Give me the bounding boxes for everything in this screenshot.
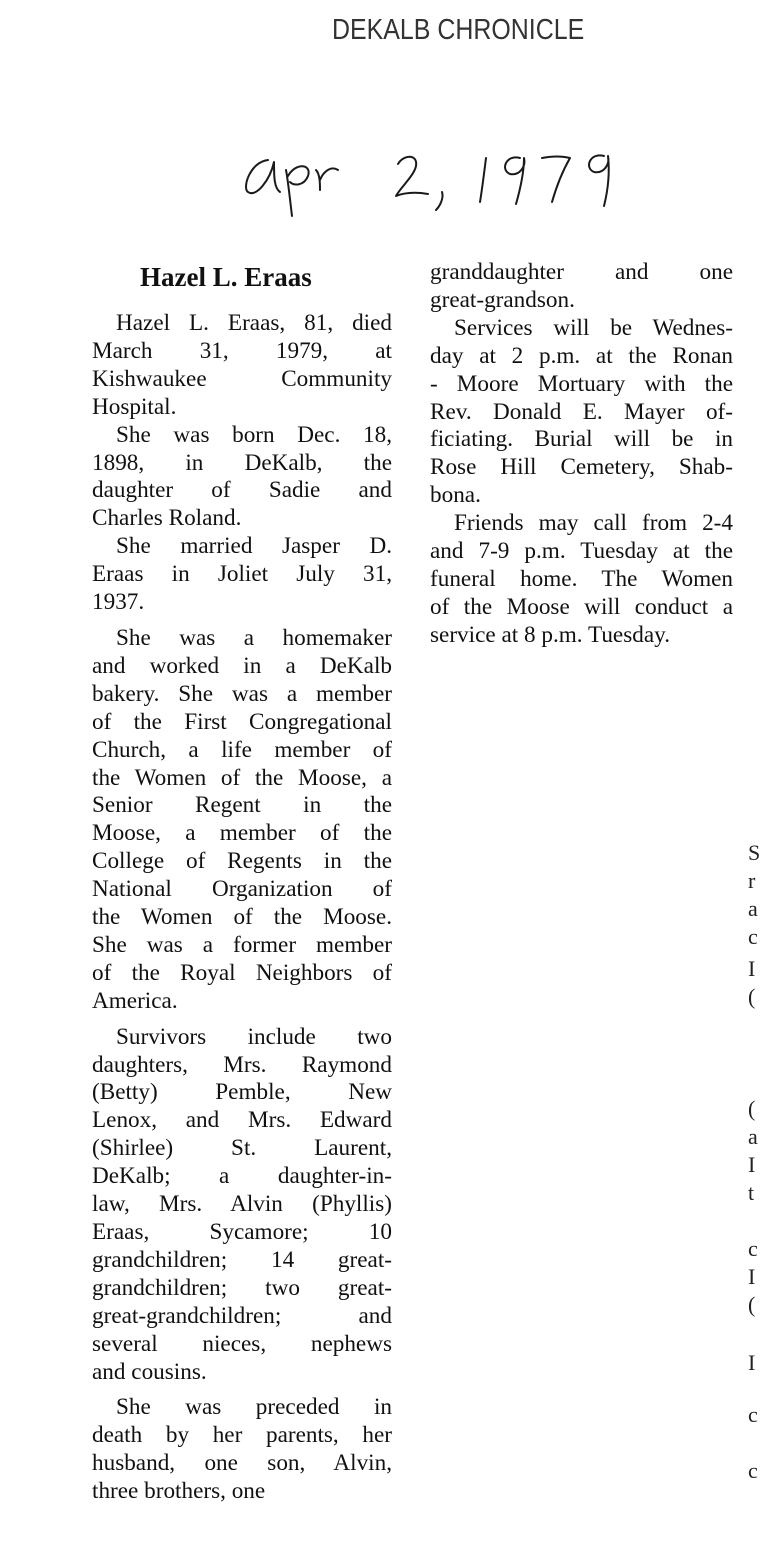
text-line: Survivors include two [116,1023,392,1050]
text-line: Eraas in Joliet July 31, [92,561,392,588]
cut-off-letter: I [748,1152,756,1177]
paragraph [430,315,733,510]
cut-off-letter: r [748,868,756,893]
text-line: Hazel L. Eraas, 81, died [116,310,392,336]
text-line: and 7-9 p.m. Tuesday at the [430,538,733,565]
text-line: of the Moose will conduct a [430,593,733,620]
text-line: daughters, Mrs. Raymond [92,1051,392,1078]
text-line: law, Mrs. Alvin (Phyllis) [92,1191,392,1218]
text-line: Kishwaukee Community [92,365,392,392]
cut-off-letter: c [748,1458,758,1483]
text-line: service at 8 p.m. Tuesday. [430,621,671,648]
text-line: Rose Hill Cemetery, Shab- [430,454,733,481]
text-line: and worked in a DeKalb [92,652,392,679]
text-line: 1937. [92,589,145,616]
left-column [92,310,392,1506]
text-line: funeral home. The Women [430,565,733,592]
text-line: (Betty) Pemble, New [92,1079,392,1106]
text-line: of the Royal Neighbors of [92,959,392,986]
text-line: the Women of the Moose, a [92,764,392,791]
text-line: great-grandchildren; and [92,1302,392,1329]
text-line: Rev. Donald E. Mayer of- [430,398,733,425]
cut-off-letter: ( [748,984,756,1009]
text-line: College of Regents in the [92,848,392,875]
text-line: Senior Regent in the [92,792,392,819]
text-line: Lenox, and Mrs. Edward [92,1107,392,1134]
paragraph [92,533,392,617]
text-line: Charles Roland. [92,505,242,532]
cut-off-letter: c [748,924,758,949]
text-line: National Organization of [92,876,392,903]
cut-off-letter: I [748,956,756,981]
text-line: (Shirlee) St. Laurent, [92,1135,392,1162]
cut-off-letter: a [748,896,758,921]
handwritten-date [240,140,630,220]
paragraph [92,1024,392,1387]
cut-off-letter: ( [748,1096,756,1121]
masthead: DEKALB CHRONICLE [332,14,585,46]
cut-off-letter: t [748,1180,755,1205]
text-line: Moose, a member of the [92,820,392,847]
text-line: Friends may call from 2-4 [454,510,733,537]
text-line: She was a homemaker [116,624,392,651]
text-line: husband, one son, Alvin, [92,1450,392,1477]
paragraph [92,1394,392,1506]
text-line: She was born Dec. 18, [116,421,392,448]
obituary-headline: Hazel L. Eraas [140,262,312,292]
text-line: Services will be Wednes- [454,314,733,341]
cut-off-letter: S [748,840,760,865]
text-line: grandchildren; two great- [92,1274,392,1301]
text-line: granddaughter and one [430,259,733,285]
cut-off-letter: c [748,1236,758,1261]
text-line: March 31, 1979, at [92,337,392,364]
text-line: DeKalb; a daughter-in- [92,1163,392,1190]
text-line: death by her parents, her [92,1422,392,1449]
cut-off-letter: I [748,1350,756,1375]
text-line: She was preceded in [116,1394,392,1421]
cut-off-letter: c [748,1402,758,1427]
text-line: Church, a life member of [92,736,392,763]
text-line: She was a former member [92,931,392,958]
paragraph [430,510,733,650]
text-line: - Moore Mortuary with the [430,370,733,397]
text-line: 1898, in DeKalb, the [92,449,392,476]
right-column [430,259,733,650]
text-line: several nieces, nephews [92,1330,392,1357]
text-line: of the First Congregational [92,708,392,735]
text-line: Hospital. [92,393,177,420]
text-line: America. [92,987,178,1014]
paragraph [92,310,392,422]
cut-off-letter: a [748,1124,758,1149]
paragraph [430,259,733,315]
cut-off-letter: ( [748,1292,756,1317]
cut-off-letter: I [748,1264,756,1289]
text-line: great-grandson. [430,286,575,313]
text-line: daughter of Sadie and [92,477,392,504]
text-line: Eraas, Sycamore; 10 [92,1219,392,1245]
text-line: ficiating. Burial will be in [430,426,733,453]
text-line: day at 2 p.m. at the Ronan [430,342,733,369]
text-line: bona. [430,482,481,509]
text-line: and cousins. [92,1358,207,1385]
text-line: three brothers, one [92,1478,266,1505]
paragraph [92,625,392,1016]
text-line: the Women of the Moose. [92,904,392,931]
text-line: bakery. She was a member [92,680,392,707]
text-line: She married Jasper D. [116,533,392,560]
text-line: grandchildren; 14 great- [92,1246,392,1273]
paragraph [92,422,392,534]
